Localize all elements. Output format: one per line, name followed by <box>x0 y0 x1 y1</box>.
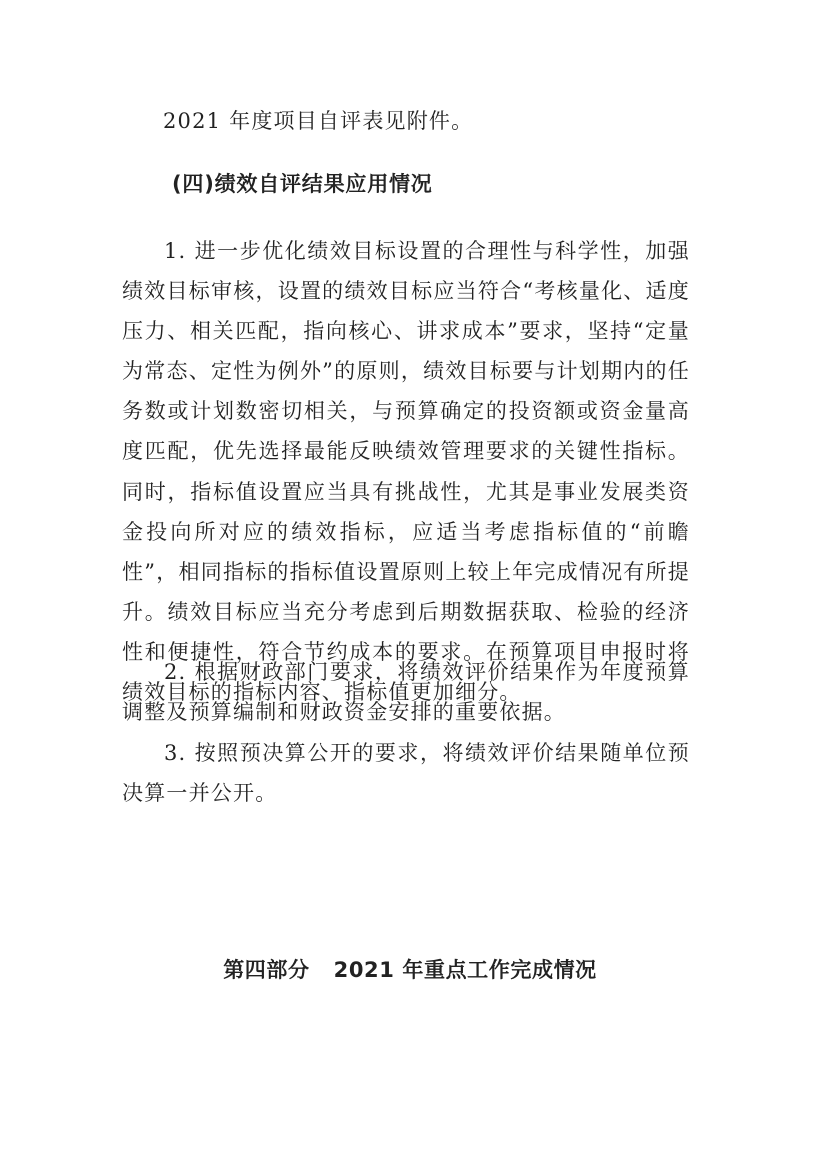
paragraph-1: 1. 进一步优化绩效目标设置的合理性与科学性，加强绩效目标审核，设置的绩效目标应当符合“考核量化、适度压力、相关匹配，指向核心、讲求成本”要求，坚持“定量为常态、定性为例外”的原则，绩效目标要与计划期内的任务数或计划数密切相关，与预算确定的投资额或资金量高度匹配，优先选择最能反映绩效管理要求的关键性指标。同时，指标值设置应当具有挑战性，尤其是事业发展类资金投向所对应的绩效指标，应适当考虑指标值的“前瞻性”，相同指标的指标值设置原则上较上年完成情况有所提升。绩效目标应当充分考虑到后期数据获取、检验的经济性和便捷性，符合节约成本的要求。在预算项目申报时将绩效目标的指标内容、指标值更加细分。 <box>122 239 690 705</box>
section-heading: (四)绩效自评结果应用情况 <box>172 172 433 196</box>
part-heading <box>0 957 820 983</box>
paragraph-2: 2. 根据财政部门要求，将绩效评价结果作为年度预算调整及预算编制和财政资金安排的重要依据。 <box>122 660 690 725</box>
paragraph-3: 3. 按照预决算公开的要求，将绩效评价结果随单位预决算一并公开。 <box>122 741 690 806</box>
intro-line: 2021 年度项目自评表见附件。 <box>163 109 474 133</box>
part-heading-label: 第四部分 <box>223 958 310 982</box>
part-heading-title: 2021 年重点工作完成情况 <box>333 958 597 982</box>
